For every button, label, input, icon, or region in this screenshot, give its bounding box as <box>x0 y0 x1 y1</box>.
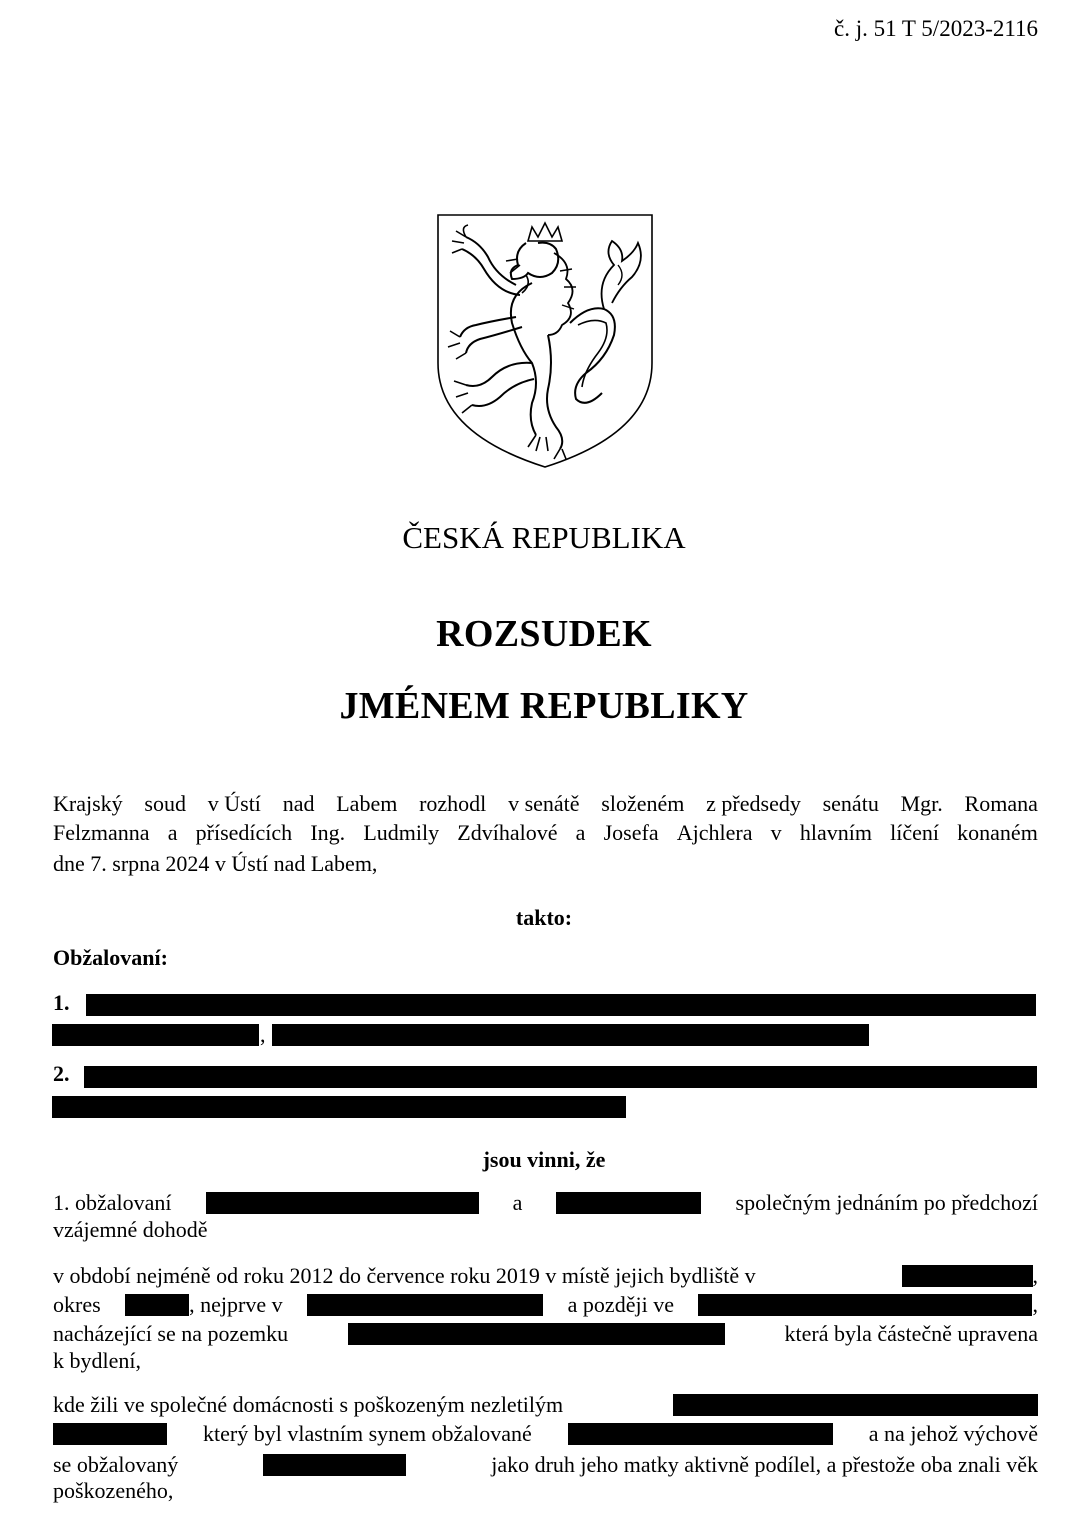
p1-line-2: vzájemné dohodě <box>53 1217 208 1242</box>
word: a <box>167 819 178 845</box>
word: Ludmily <box>363 819 440 845</box>
defendants-label: Obžalovaní: <box>53 945 168 970</box>
defendant-1-number: 1. <box>53 990 70 1015</box>
word: v Ústí <box>207 790 261 816</box>
text: a později ve <box>567 1291 674 1317</box>
p3-line-2 <box>53 1419 1038 1448</box>
text: společným jednáním po předchozí <box>735 1189 1038 1215</box>
intro-line-1 <box>53 789 1038 818</box>
redaction-bar <box>307 1294 543 1316</box>
takto-heading: takto: <box>515 905 573 930</box>
redaction-bar <box>86 994 1036 1016</box>
intro-line-2 <box>53 818 1038 847</box>
text: se obžalovaný <box>53 1451 179 1477</box>
word: Ajchlera <box>676 819 753 845</box>
word: líčení <box>890 819 939 845</box>
word: Felzmanna <box>53 819 150 845</box>
redaction-bar <box>673 1394 1038 1416</box>
p2-line-1 <box>53 1261 1038 1290</box>
p3-line-3 <box>53 1450 1038 1479</box>
redaction-bar <box>206 1192 479 1214</box>
p2-line-2 <box>53 1290 1038 1319</box>
document-subtitle: JMÉNEM REPUBLIKY <box>339 685 749 727</box>
text: v období nejméně od roku 2012 do července roku 2019 v místě jejich bydliště v <box>53 1262 756 1288</box>
redaction-bar <box>84 1066 1037 1088</box>
word: Labem <box>336 790 398 816</box>
text: jako druh jeho matky aktivně podílel, a přestože oba znali věk <box>491 1451 1038 1477</box>
redaction-bar <box>556 1192 701 1214</box>
word: a <box>575 819 586 845</box>
word: v <box>770 819 782 845</box>
word: složeném <box>601 790 685 816</box>
word: Mgr. <box>900 790 943 816</box>
p2-line-4: k bydlení, <box>53 1348 141 1373</box>
redaction-bar <box>272 1024 869 1046</box>
text: a na jehož výchově <box>868 1420 1038 1446</box>
word: Romana <box>964 790 1038 816</box>
redaction-bar <box>348 1323 725 1345</box>
redaction-bar <box>125 1294 189 1316</box>
word: soud <box>144 790 186 816</box>
text: okres <box>53 1291 101 1317</box>
verdict-heading: jsou vinni, že <box>482 1147 606 1172</box>
redaction-bar <box>52 1024 259 1046</box>
word: konaném <box>957 819 1038 845</box>
text: který byl vlastním synem obžalované <box>203 1420 532 1446</box>
text: která byla částečně upravena <box>784 1320 1038 1346</box>
text: nacházející se na pozemku <box>53 1320 289 1346</box>
word: Ing. <box>310 819 346 845</box>
defendant-2-number: 2. <box>53 1061 70 1086</box>
redaction-bar <box>263 1454 406 1476</box>
word: v senátě <box>508 790 580 816</box>
p3-line-4: poškozeného, <box>53 1478 174 1503</box>
redaction-bar <box>902 1265 1033 1287</box>
p3-line-1 <box>53 1390 1038 1419</box>
comma: , <box>260 1022 266 1047</box>
word: hlavním <box>799 819 872 845</box>
case-number: č. j. 51 T 5/2023-2116 <box>833 16 1038 41</box>
word: Zdvíhalové <box>457 819 558 845</box>
country-name: ČESKÁ REPUBLIKA <box>402 520 686 555</box>
text: 1. obžalovaní <box>53 1189 172 1215</box>
redaction-bar <box>52 1096 626 1118</box>
word: z předsedy <box>706 790 801 816</box>
word: senátu <box>822 790 879 816</box>
word: Krajský <box>53 790 123 816</box>
p1-line-1 <box>53 1188 1038 1217</box>
word: Josefa <box>603 819 659 845</box>
document-title: ROZSUDEK <box>436 613 652 655</box>
comma: , <box>1032 1291 1038 1317</box>
comma: , <box>1032 1262 1038 1288</box>
text: a <box>512 1189 523 1215</box>
redaction-bar <box>698 1294 1032 1316</box>
redaction-bar <box>53 1423 167 1445</box>
word: nad <box>282 790 315 816</box>
p2-line-3 <box>53 1319 1038 1348</box>
text: kde žili ve společné domácnosti s poškozeným nezletilým <box>53 1391 564 1417</box>
redaction-bar <box>568 1423 833 1445</box>
text: , nejprve v <box>189 1291 283 1317</box>
coat-of-arms-lion-logo <box>436 213 654 469</box>
word: rozhodl <box>419 790 487 816</box>
intro-line-3: dne 7. srpna 2024 v Ústí nad Labem, <box>53 851 378 876</box>
word: přísedících <box>195 819 293 845</box>
